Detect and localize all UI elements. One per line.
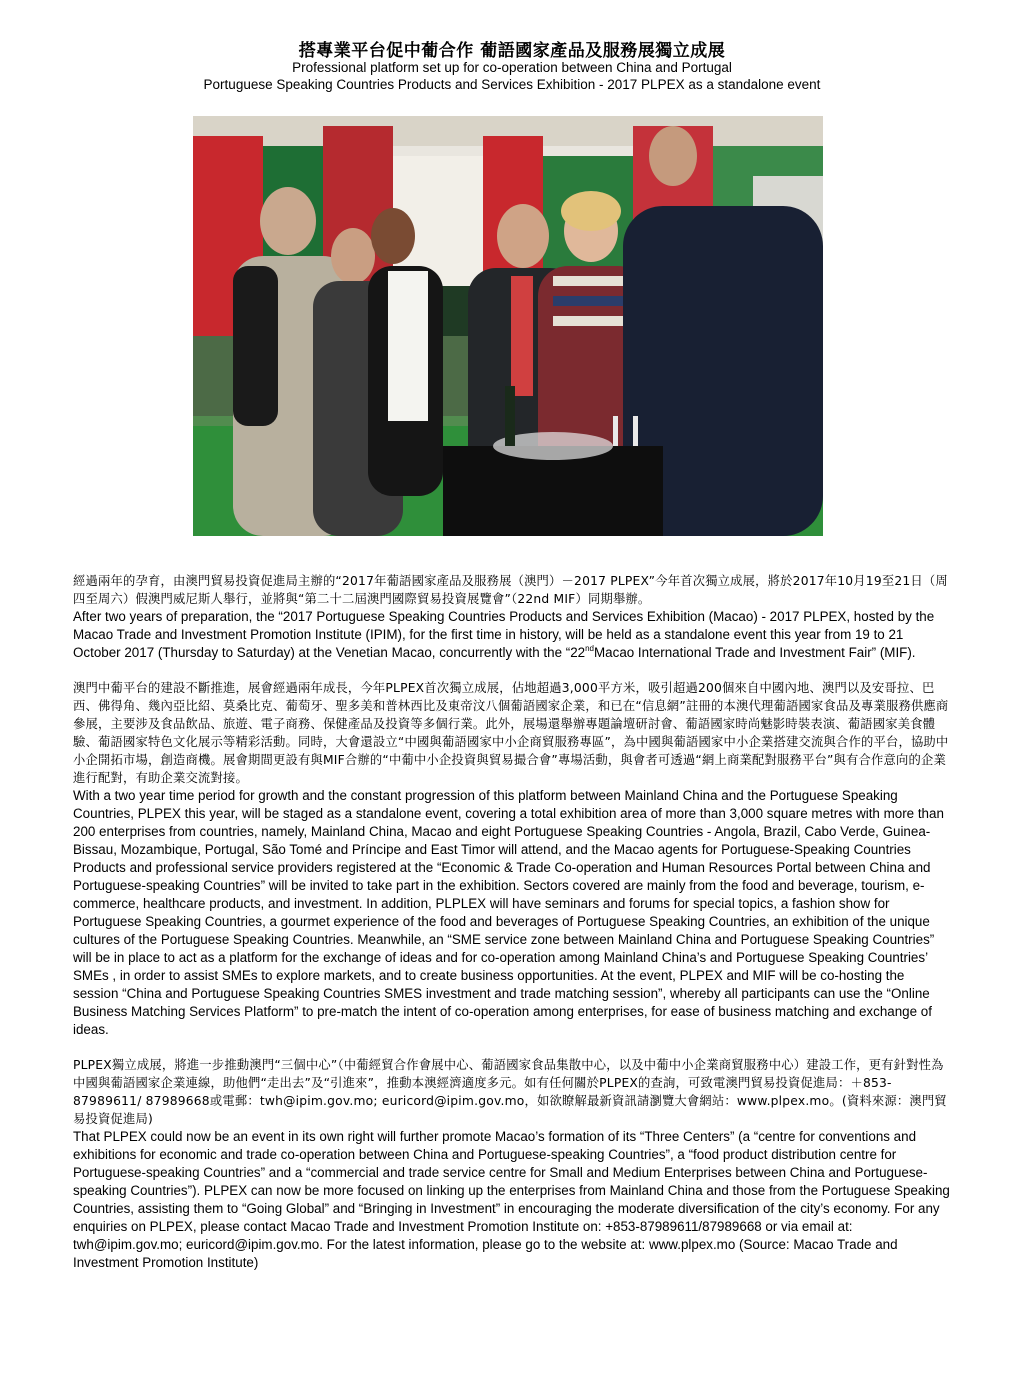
paragraph-2-english: With a two year time period for growth and the constant progression of this platform between Mainland China and the Portuguese Speaking Countries, PLPEX this year, will be staged as a standalone event, covering a total exhibition area of more than 3,000 square metres with more than 200 enterprises from countries, namely, Mainland China, Macao and eight Portuguese Speaking Countries - Angola, Brazil, Cabo Verde, Guinea-Bissau, Mozambique, Portugal, São Tomé and Príncipe and East Timor will attend, and the Macao agents for Portuguese-Speaking Countries Products and professional service providers registered at the “Economic & Trade Co-operation and Human Resources Portal between China and Portuguese-speaking Countries” will be invited to take part in the exhibition. Sectors covered are mainly from the food and beverage, tourism, e-commerce, healthcare products, and investment. In addition, PLPLEX will have seminars and forums for special topics, a fashion show for Portuguese Speaking Countries, a gourmet experience of the food and beverages of Portuguese Speaking Countries, an exhibition of the unique cultures of the Portuguese Speaking Countries. Meanwhile, an “SME service zone between Mainland China and Portuguese Speaking Countries” will be in place to act as a platform for the exchange of ideas and for co-operation among Mainland China’s and Portuguese Speaking Countries’ SMEs , in order to assist SMEs to explore markets, and to create business opportunities. At the event, PLPEX and MIF will be co-hosting the session “China and Portuguese Speaking Countries SMES investment and trade matching session”, whereby all participants can use the “Online Business Matching Services Platform” to pre-match the intent of co-operation among enterprises, for ease of business matching and exchange of ideas.	[73, 788, 944, 1037]
paragraph-1-english	[73, 608, 953, 662]
exhibition-photo-icon	[193, 116, 823, 536]
paragraph-1-english-text: After two years of preparation, the “2017 Portuguese Speaking Countries Products and Services Exhibition (Macao) - 2017 PLPEX, hosted by the Macao Trade and Investment Promotion Institute (IPIM), for the first time in history, will be held as a standalone event this year from 19 to 21 October 2017 (Thursday to Saturday) at the Venetian Macao, concurrently with the “22	[73, 609, 935, 660]
article-body	[73, 572, 953, 1272]
ordinal-suffix: nd	[585, 644, 595, 653]
exhibition-photo	[193, 116, 823, 536]
title-english-line-2: Portuguese Speaking Countries Products and Services Exhibition - 2017 PLPEX as a standalone event	[203, 77, 821, 92]
title-chinese: 搭專業平台促中葡合作 葡語國家產品及服務展獨立成展	[298, 41, 726, 61]
paragraph-1-chinese: 經過兩年的孕育，由澳門貿易投資促進局主辦的“2017年葡語國家產品及服務展（澳門）－2017 PLPEX”今年首次獨立成展，將於2017年10月19至21日（周四至周六）假澳門威尼斯人舉行，並將與“第二十二屆澳門國際貿易投資展覽會”（22nd MIF）同期舉辦。	[73, 574, 948, 606]
paragraph-3-chinese: PLPEX獨立成展，將進一步推動澳門“三個中心”（中葡經貿合作會展中心、葡語國家食品集散中心，以及中葡中小企業商貿服務中心）建設工作，更有針對性為中國與葡語國家企業連線，助他們“走出去”及“引進來”，推動本澳經濟適度多元。如有任何關於PLPEX的查詢，可致電澳門貿易投資促進局：＋853-87989611/ 87989668或電郵：twh@ipim.gov.mo; euricord@ipim.gov.mo，如欲瞭解最新資訊請瀏覽大會網站：www.plpex.mo。(資料來源：澳門貿易投資促進局)	[73, 1058, 947, 1126]
title-english-line-1: Professional platform set up for co-operation between China and Portugal	[292, 60, 732, 75]
paragraph-spacer	[73, 662, 953, 679]
paragraph-1-english-text-end: Macao International Trade and Investment Fair” (MIF).	[594, 645, 916, 660]
paragraph-3-english: That PLPEX could now be an event in its own right will further promote Macao’s formation of its “Three Centers” (a “centre for conventions and exhibitions for economic and trade co-operation between China and Portuguese-speaking Countries”, a “food product distribution centre for Portuguese-speaking Countries” and a “commercial and trade service centre for Small and Medium Enterprises between China and Portuguese-speaking Countries”). PLPEX can now be more focused on linking up the enterprises from Mainland China and those from the Portuguese Speaking Countries, assisting them to “Going Global” and “Bringing in Investment” in encouraging the moderate diversification of the city’s economy. For any enquiries on PLPEX, please contact Macao Trade and Investment Promotion Institute on: +853-87989611/87989668 or via email at: twh@ipim.gov.mo; euricord@ipim.gov.mo. For the latest information, please go to the website at: www.plpex.mo (Source: Macao Trade and Investment Promotion Institute)	[73, 1129, 950, 1270]
paragraph-spacer	[73, 1039, 953, 1056]
paragraph-2-chinese: 澳門中葡平台的建設不斷推進，展會經過兩年成長，今年PLPEX首次獨立成展，佔地超過3,000平方米，吸引超過200個來自中國內地、澳門以及安哥拉、巴西、佛得角、幾內亞比紹、莫桑比克、葡萄牙、聖多美和普林西比及東帝汶八個葡語國家企業，和已在“信息網”註冊的本澳代理葡語國家食品及專業服務供應商參展，主要涉及食品飲品、旅遊、電子商務、保健產品及投資等多個行業。此外，展場還舉辦專題論壇研討會、葡語國家時尚魅影時裝表演、葡語國家美食體驗、葡語國家特色文化展示等精彩活動。同時，大會還設立“中國與葡語國家中小企商貿服務專區”，為中國與葡語國家中小企業搭建交流與合作的平台，協助中小企開拓市場，創造商機。展會期間更設有與MIF合辦的“中葡中小企投資與貿易撮合會”專場活動，與會者可透過“網上商業配對服務平台”與有合作意向的企業進行配對，有助企業交流對接。	[73, 681, 949, 785]
